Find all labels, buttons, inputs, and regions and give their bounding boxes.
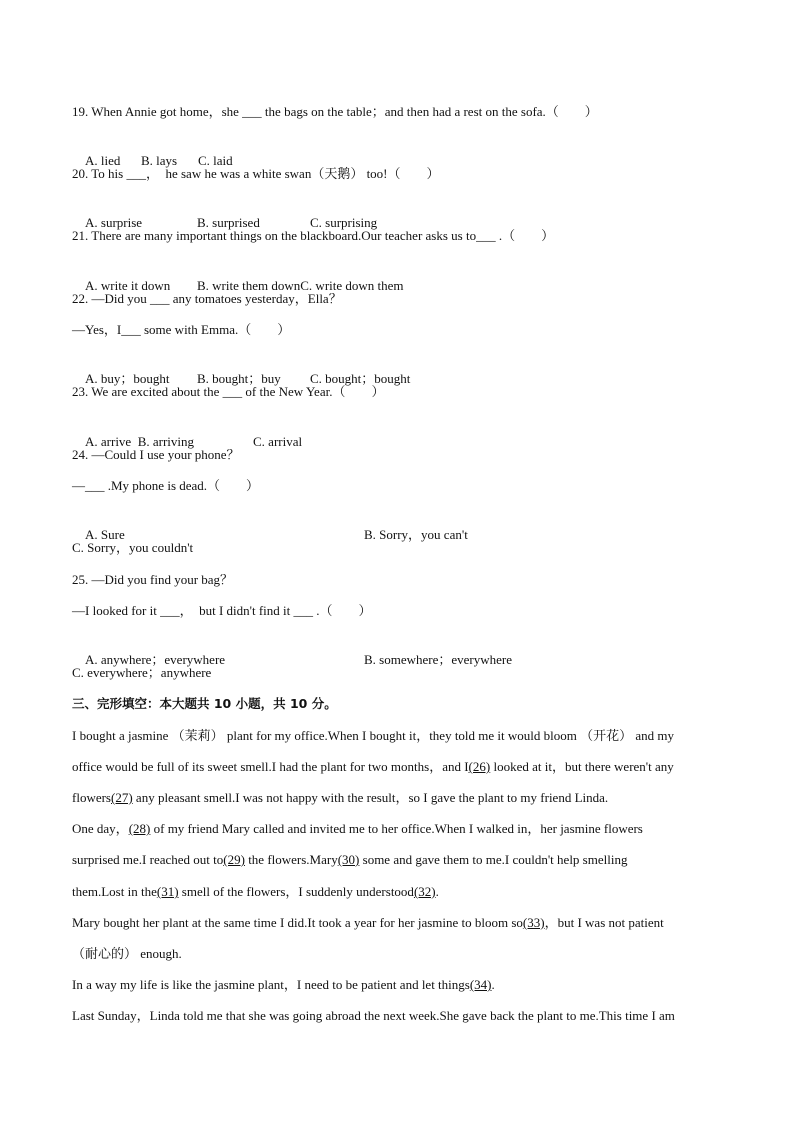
passage-text: looked at it，but there weren't any [490, 759, 674, 774]
passage-line-7 [72, 914, 664, 932]
question-25-reply: —I looked for it ___， but I didn't find it ___ .（ ） [72, 603, 372, 618]
q23-option-c: C. arrival [253, 434, 303, 449]
q20-option-b: B. surprised [197, 215, 260, 230]
passage-line-3 [72, 789, 608, 807]
q22-option-b: B. bought；buy [197, 371, 281, 386]
passage-text: In a way my life is like the jasmine plant，I need to be patient and let things [72, 977, 470, 992]
question-25-stem: 25. —Did you find your bag？ [72, 572, 234, 587]
question-20-stem: 20. To his ___， he saw he was a white swan（天鹅） too!（ ） [72, 166, 440, 181]
q20-option-c: C. surprising [310, 215, 378, 230]
passage-line-6 [72, 883, 439, 901]
q25-option-b: B. somewhere；everywhere [364, 652, 512, 667]
blank-28: (28) [128, 821, 151, 836]
q24-option-b: B. Sorry，you can't [364, 527, 468, 542]
passage-text: the flowers.Mary [244, 852, 338, 867]
q25-option-a: A. anywhere；everywhere [85, 652, 226, 667]
section-3-heading: 三、完形填空：本大题共 10 小题，共 10 分。 [72, 696, 337, 711]
passage-text: of my friend Mary called and invited me to her office.When I walked in，her jasmine flowers [150, 821, 643, 836]
passage-text: ，but I was not patient [544, 915, 664, 930]
question-24-reply: —___ .My phone is dead.（ ） [72, 478, 260, 493]
passage-line-5 [72, 851, 627, 869]
q23-option-ab: A. arrive B. arriving [85, 434, 195, 449]
q24-option-a: A. Sure [85, 527, 125, 542]
q21-option-a: A. write it down [85, 278, 171, 293]
passage-line-2 [72, 758, 674, 776]
blank-26: (26) [468, 759, 491, 774]
blank-33: (33) [522, 915, 545, 930]
question-22-stem: 22. —Did you ___ any tomatoes yesterday，Ella？ [72, 291, 342, 306]
passage-line-9 [72, 976, 495, 994]
passage-text: smell of the flowers，I suddenly understood [178, 884, 414, 899]
passage-line-8: （耐心的） enough. [72, 946, 182, 961]
question-24-stem: 24. —Could I use your phone？ [72, 447, 240, 462]
passage-line-1: I bought a jasmine （茉莉） plant for my office.When I bought it，they told me it would bloom （开花） and my [72, 728, 675, 743]
question-23-stem: 23. We are excited about the ___ of the New Year.（ ） [72, 384, 385, 399]
passage-text: . [491, 977, 495, 992]
question-22-reply: —Yes，I___ some with Emma.（ ） [72, 322, 291, 337]
blank-34: (34) [469, 977, 492, 992]
passage-text: some and gave them to me.I couldn't help smelling [359, 852, 628, 867]
passage-line-10: Last Sunday，Linda told me that she was going abroad the next week.She gave back the plant to me.This time I am [72, 1008, 675, 1023]
question-19-stem: 19. When Annie got home，she ___ the bags on the table；and then had a rest on the sofa.（ ） [72, 104, 598, 119]
question-21-stem: 21. There are many important things on the blackboard.Our teacher asks us to___ .（ ） [72, 228, 555, 243]
q19-option-c: C. laid [198, 153, 233, 168]
passage-line-4 [72, 820, 643, 838]
passage-text: flowers [72, 790, 111, 805]
passage-text: One day， [72, 821, 129, 836]
q25-option-c: C. everywhere；anywhere [72, 665, 212, 680]
q22-option-c: C. bought；bought [310, 371, 411, 386]
passage-text: . [435, 884, 439, 899]
blank-30: (30) [337, 852, 360, 867]
blank-31: (31) [156, 884, 179, 899]
q20-option-a: A. surprise [85, 215, 143, 230]
q19-option-b: B. lays [141, 153, 178, 168]
passage-text: them.Lost in the [72, 884, 157, 899]
passage-text: office would be full of its sweet smell.I had the plant for two months，and I [72, 759, 469, 774]
q24-option-c: C. Sorry，you couldn't [72, 540, 194, 555]
blank-29: (29) [223, 852, 245, 867]
passage-text: surprised me.I reached out to [72, 852, 224, 867]
passage-text: any pleasant smell.I was not happy with the result，so I gave the plant to my friend Linda. [132, 790, 609, 805]
q19-option-a: A. lied [85, 153, 121, 168]
q21-option-b: B. write them downC. write down them [197, 278, 404, 293]
blank-27: (27) [111, 790, 133, 805]
passage-text: Mary bought her plant at the same time I did.It took a year for her jasmine to bloom so [72, 915, 523, 930]
blank-32: (32) [413, 884, 436, 899]
q22-option-a: A. buy；bought [85, 371, 170, 386]
